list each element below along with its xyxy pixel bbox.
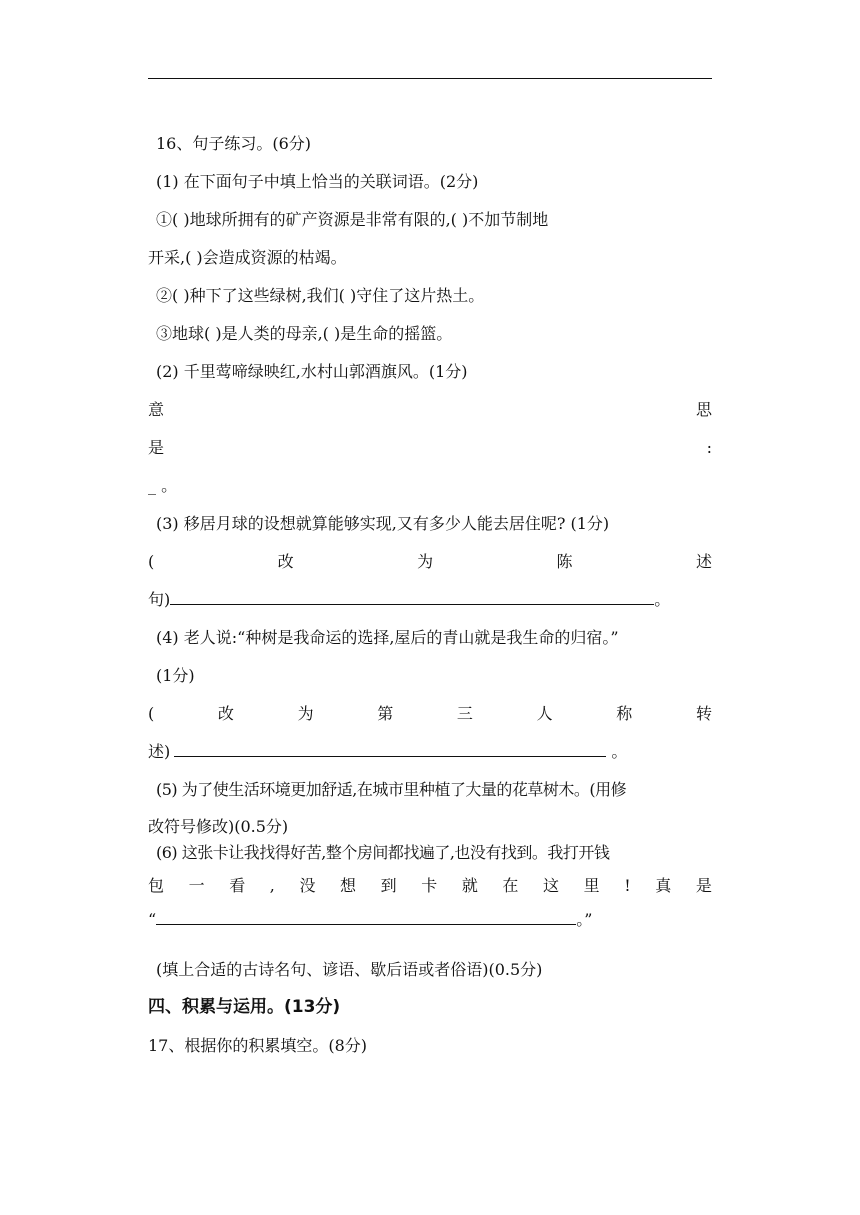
- line-end-text: 。: [606, 742, 628, 761]
- justified-char: !: [624, 876, 631, 895]
- justified-char: 在: [502, 876, 519, 895]
- q16-part5-line2: 改符号修改)(0.5分): [148, 817, 289, 836]
- q16-part1-heading: (1) 在下面句子中填上恰当的关联词语。(2分): [156, 172, 479, 191]
- answer-blank[interactable]: [156, 910, 576, 925]
- section4-heading: 四、积累与运用。(13分): [148, 997, 341, 1017]
- justified-char: 这: [543, 876, 560, 895]
- justified-char: 意: [148, 400, 165, 419]
- justified-char: 没: [299, 876, 316, 895]
- justified-char: (: [148, 704, 155, 723]
- q16-part1-sentence-c: ③地球( )是人类的母亲,( )是生命的摇篮。: [156, 324, 453, 343]
- justified-char: 想: [340, 876, 357, 895]
- q16-part3-answer-line: [148, 590, 712, 610]
- q16-part4-score: (1分): [156, 666, 195, 685]
- justified-char: 为: [297, 704, 314, 723]
- q16-part2-answer-line1: [148, 400, 712, 420]
- justified-char: 是: [695, 876, 712, 895]
- q16-part4-instruction: [148, 704, 712, 724]
- justified-char: 转: [695, 704, 712, 723]
- q16-part3-instruction: [148, 552, 712, 572]
- justified-char: 里: [583, 876, 600, 895]
- justified-char: 一: [188, 876, 205, 895]
- q16-part4-heading: (4) 老人说:“种树是我命运的选择,屋后的青山就是我生命的归宿。”: [156, 628, 619, 647]
- line-end-text: 。: [654, 590, 671, 609]
- justified-char: 三: [456, 704, 473, 723]
- q16-part1-sentence-b: ②( )种下了这些绿树,我们( )守住了这片热土。: [156, 286, 485, 305]
- q16-title: 16、句子练习。(6分): [156, 134, 312, 153]
- answer-blank[interactable]: [174, 742, 606, 757]
- line-start-text: “: [148, 910, 157, 929]
- justified-char: ,: [269, 876, 275, 895]
- justified-char: 改: [217, 704, 234, 723]
- justified-char: 是: [148, 438, 165, 457]
- q17-title: 17、根据你的积累填空。(8分): [148, 1036, 368, 1055]
- justified-char: :: [706, 438, 712, 457]
- justified-char: 包: [148, 876, 165, 895]
- q16-part6-line1: (6) 这张卡让我找得好苦,整个房间都找遍了,也没有找到。我打开钱: [156, 843, 610, 862]
- justified-char: 思: [695, 400, 712, 419]
- justified-char: 到: [380, 876, 397, 895]
- justified-char: 陈: [556, 552, 573, 571]
- answer-blank[interactable]: [170, 590, 654, 605]
- q16-part3-heading: (3) 移居月球的设想就算能够实现,又有多少人能去居住呢? (1分): [156, 514, 610, 533]
- justified-char: 第: [377, 704, 394, 723]
- justified-char: 为: [417, 552, 434, 571]
- q16-part2-answer-line3: _ 。: [148, 476, 178, 495]
- q16-part1-sentence-a-line1: ①( )地球所拥有的矿产资源是非常有限的,( )不加节制地: [156, 210, 549, 229]
- q16-part6-note: (填上合适的古诗名句、谚语、歇后语或者俗语)(0.5分): [156, 960, 543, 979]
- justified-char: 人: [536, 704, 553, 723]
- justified-char: 称: [616, 704, 633, 723]
- line-start-text: 述): [148, 742, 171, 761]
- q16-part6-answer-line: [148, 910, 712, 930]
- justified-char: (: [148, 552, 155, 571]
- q16-part5-line1: (5) 为了使生活环境更加舒适,在城市里种植了大量的花草树木。(用修: [156, 780, 627, 799]
- q16-part4-answer-line: [148, 742, 712, 762]
- justified-char: 真: [655, 876, 672, 895]
- justified-char: 述: [695, 552, 712, 571]
- line-start-text: 句): [148, 590, 171, 609]
- line-end-text: 。”: [576, 910, 593, 929]
- q16-part6-line2: [148, 876, 712, 896]
- justified-char: 就: [461, 876, 478, 895]
- header-rule: [148, 78, 712, 79]
- q16-part1-sentence-a-line2: 开采,( )会造成资源的枯竭。: [148, 248, 347, 267]
- q16-part2-answer-line2: [148, 438, 712, 458]
- q16-part2-heading: (2) 千里莺啼绿映红,水村山郭酒旗风。(1分): [156, 362, 468, 381]
- justified-char: 卡: [421, 876, 438, 895]
- justified-char: 看: [229, 876, 246, 895]
- justified-char: 改: [277, 552, 294, 571]
